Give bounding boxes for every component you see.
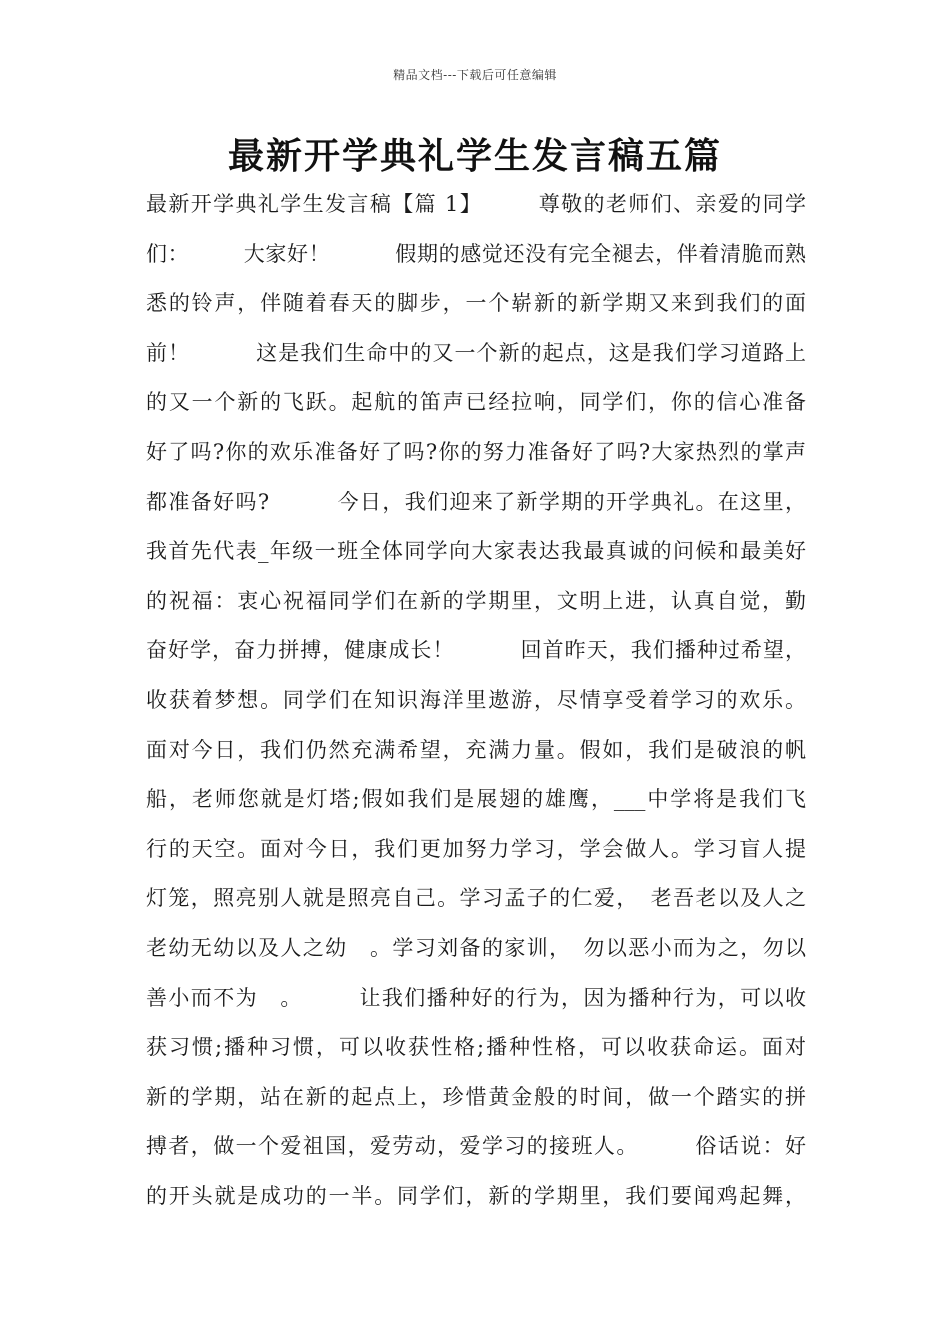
body-paragraph	[146, 180, 806, 1221]
text-line: 善小而不为 。 让我们播种好的行为，因为播种行为，可以收	[146, 985, 806, 1010]
text-line: 们： 大家好！ 假期的感觉还没有完全褪去，伴着清脆而熟	[146, 241, 806, 266]
text-line: 悉的铃声，伴随着春天的脚步，一个崭新的新学期又来到我们的面	[146, 291, 806, 316]
text-line: 行的天空。面对今日，我们更加努力学习，学会做人。学习盲人提	[146, 836, 806, 861]
text-line: 船，老师您就是灯塔;假如我们是展翅的雄鹰，___中学将是我们飞	[146, 787, 806, 812]
text-line: 面对今日，我们仍然充满希望，充满力量。假如，我们是破浪的帆	[146, 737, 806, 762]
page-title: 最新开学典礼学生发言稿五篇	[227, 135, 722, 177]
text-line: 好了吗?你的欢乐准备好了吗?你的努力准备好了吗?大家热烈的掌声	[146, 439, 806, 464]
text-line: 的又一个新的飞跃。起航的笛声已经拉响，同学们，你的信心准备	[146, 390, 806, 415]
text-line: 搏者，做一个爱祖国，爱劳动，爱学习的接班人。 俗话说：好	[146, 1134, 806, 1159]
text-line: 的开头就是成功的一半。同学们，新的学期里，我们要闻鸡起舞，	[146, 1183, 806, 1208]
text-line: 奋好学，奋力拼搏，健康成长！ 回首昨天，我们播种过希望，	[146, 638, 806, 663]
text-line: 老幼无幼以及人之幼 。学习刘备的家训， 勿以恶小而为之，勿以	[146, 935, 806, 960]
text-line: 最新开学典礼学生发言稿【篇 1】 尊敬的老师们、亲爱的同学	[146, 192, 806, 216]
text-line: 都准备好吗? 今日，我们迎来了新学期的开学典礼。在这里，	[146, 489, 806, 514]
text-line: 获习惯;播种习惯，可以收获性格;播种性格，可以收获命运。面对	[146, 1035, 806, 1060]
text-line: 收获着梦想。同学们在知识海洋里遨游，尽情享受着学习的欢乐。	[146, 687, 806, 712]
text-line: 我首先代表_年级一班全体同学向大家表达我最真诚的问候和最美好	[146, 539, 806, 564]
text-line: 新的学期，站在新的起点上，珍惜黄金般的时间，做一个踏实的拼	[146, 1084, 806, 1109]
header-note: 精品文档---下载后可任意编辑	[393, 68, 557, 82]
text-line: 灯笼，照亮别人就是照亮自己。学习孟子的仁爱， 老吾老以及人之	[146, 886, 806, 911]
text-line: 前！ 这是我们生命中的又一个新的起点，这是我们学习道路上	[146, 340, 806, 365]
text-line: 的祝福：衷心祝福同学们在新的学期里，文明上进，认真自觉，勤	[146, 588, 806, 613]
